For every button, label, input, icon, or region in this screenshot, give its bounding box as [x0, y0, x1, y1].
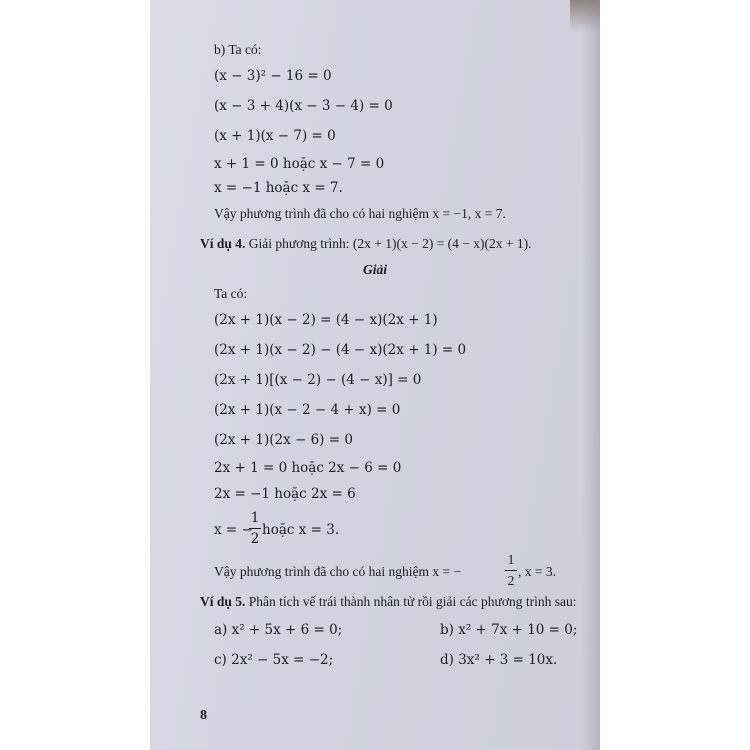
book-page: [150, 0, 600, 750]
example-4-text: Giải phương trình: (2x + 1)(x − 2) = (4 − x)(2x + 1).: [248, 236, 532, 251]
part-b-equation-4: x + 1 = 0 hoặc x − 7 = 0: [214, 156, 385, 172]
example-5-text: Phân tích vế trái thành nhân tử rồi giải các phương trình sau:: [248, 594, 577, 609]
example-4-label: Ví dụ 4.: [200, 236, 246, 251]
exercise-b: b) x² + 7x + 10 = 0;: [440, 622, 578, 638]
part-b-equation-2: (x − 3 + 4)(x − 3 − 4) = 0: [214, 98, 393, 114]
solution-heading: Giải: [362, 262, 387, 277]
solution-conclusion-numerator: 1: [507, 552, 515, 567]
page-edge-shadow: [582, 0, 600, 750]
example-5-label: Ví dụ 5.: [200, 594, 246, 609]
solution-conclusion-fraction-bar: [505, 570, 517, 571]
solution-equation-8-denominator: 2: [250, 531, 260, 547]
solution-equation-6: 2x + 1 = 0 hoặc 2x − 6 = 0: [214, 460, 402, 476]
example-5-statement: [200, 594, 576, 610]
solution-equation-8-suffix: hoặc x = 3.: [262, 522, 340, 538]
part-b-equation-5: x = −1 hoặc x = 7.: [214, 180, 343, 196]
example-4-statement: [200, 236, 532, 252]
exercise-a: a) x² + 5x + 6 = 0;: [214, 622, 343, 638]
solution-equation-4: (2x + 1)(x − 2 − 4 + x) = 0: [214, 402, 401, 418]
exercise-c: c) 2x² − 5x = −2;: [214, 652, 334, 668]
solution-conclusion-suffix: , x = 3.: [518, 564, 556, 579]
solution-equation-8-prefix: x = −: [214, 522, 253, 538]
solution-equation-8-numerator: 1: [250, 510, 260, 526]
solution-heading-row: [150, 262, 600, 278]
solution-equation-1: (2x + 1)(x − 2) = (4 − x)(2x + 1): [214, 312, 438, 328]
page-number: 8: [200, 708, 207, 723]
solution-conclusion-denominator: 2: [507, 573, 515, 588]
solution-intro: Ta có:: [214, 286, 248, 301]
solution-equation-5: (2x + 1)(2x − 6) = 0: [214, 432, 353, 448]
solution-equation-3: (2x + 1)[(x − 2) − (4 − x)] = 0: [214, 372, 422, 388]
solution-equation-8-fraction-bar: [249, 528, 261, 529]
part-b-equation-1: (x − 3)² − 16 = 0: [214, 68, 332, 84]
exercise-d: d) 3x² + 3 = 10x.: [440, 652, 558, 668]
solution-equation-7: 2x = −1 hoặc 2x = 6: [214, 486, 356, 502]
solution-conclusion: [214, 552, 584, 592]
part-b-conclusion: Vậy phương trình đã cho có hai nghiệm x = −1, x = 7.: [214, 206, 506, 221]
background-right: [600, 0, 750, 750]
background-left: [0, 0, 150, 750]
part-b-equation-3: (x + 1)(x − 7) = 0: [214, 128, 336, 144]
solution-equation-2: (2x + 1)(x − 2) − (4 − x)(2x + 1) = 0: [214, 342, 467, 358]
part-b-intro: b) Ta có:: [214, 42, 262, 57]
solution-conclusion-prefix: Vậy phương trình đã cho có hai nghiệm x = −: [214, 564, 462, 579]
